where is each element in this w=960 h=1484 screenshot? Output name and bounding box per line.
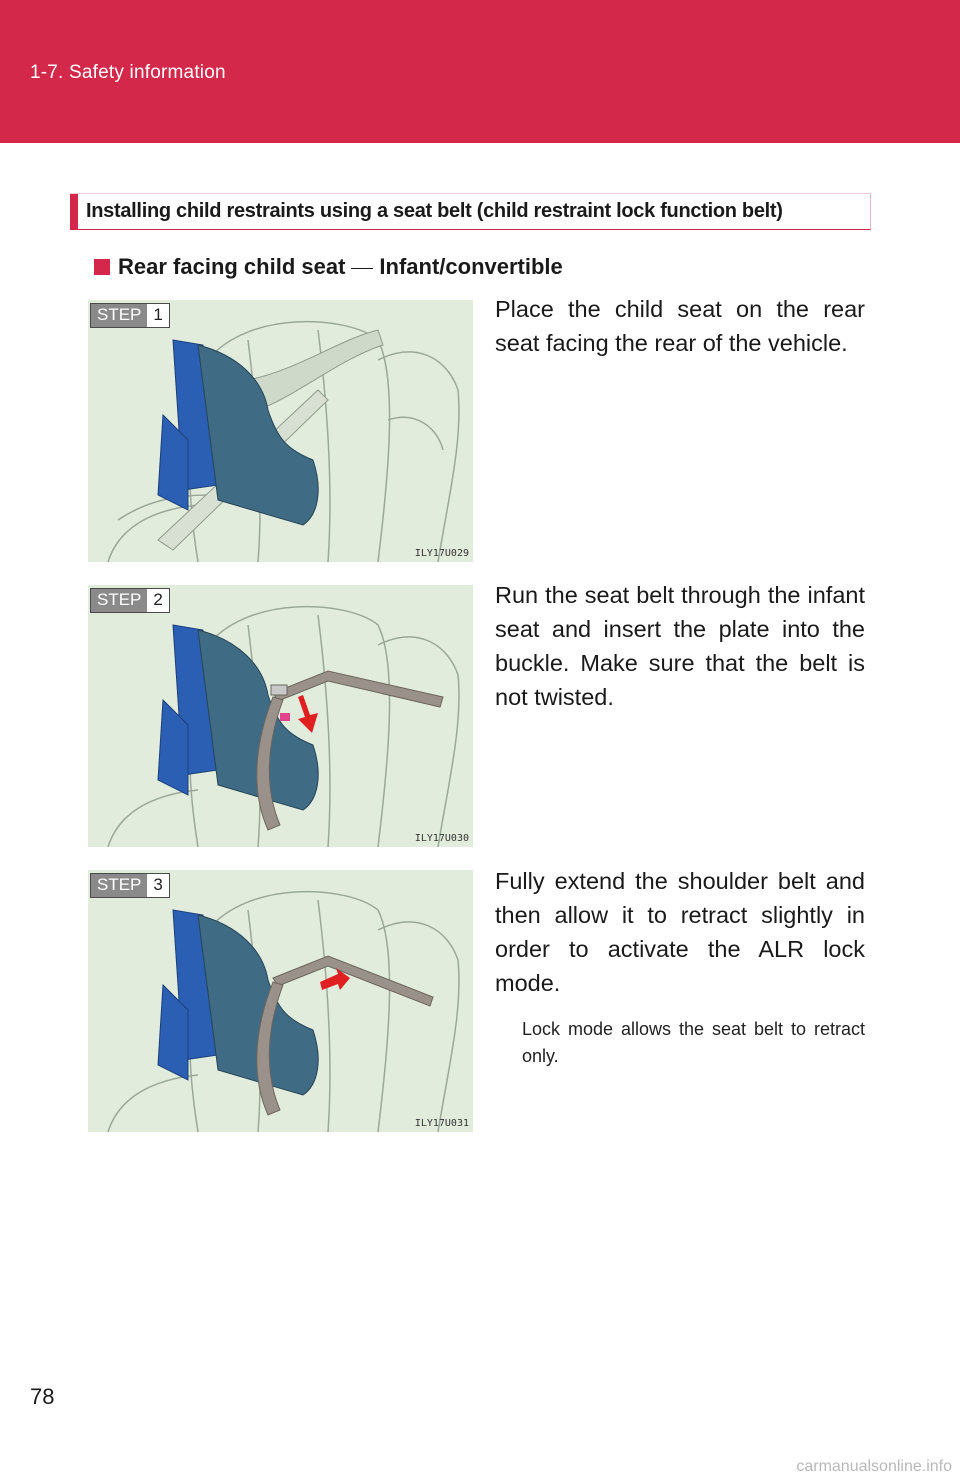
dash-separator <box>351 268 373 269</box>
child-seat <box>158 625 318 810</box>
step-3-illustration <box>88 870 473 1132</box>
subheading <box>94 254 563 280</box>
watermark: carmanualsonline.info <box>796 1458 952 1475</box>
step-2-text: Run the seat belt through the infant seat and insert the plate into the buckle. Make sure that the belt is not twisted. <box>495 582 865 710</box>
topic-accent-bar <box>70 194 78 229</box>
section-title: 1-7. Safety information <box>30 62 226 83</box>
page-number: 78 <box>30 1384 55 1409</box>
step-1-text: Place the child seat on the rear seat facing the rear of the vehicle. <box>495 296 865 356</box>
step-3-number: 3 <box>153 875 163 894</box>
topic-box <box>70 193 871 230</box>
arrow-icon <box>298 695 318 733</box>
page-header <box>0 0 960 143</box>
child-seat <box>158 910 318 1095</box>
step-1-label: STEP <box>91 304 147 327</box>
step-3-badge <box>90 873 170 898</box>
step-2-number: 2 <box>153 590 163 609</box>
subheading-part2: Infant/convertible <box>379 254 563 279</box>
step-2-image-code: ILY17U030 <box>414 833 469 844</box>
step-3-text: Fully extend the shoulder belt and then allow it to retract slightly in order to activate the ALR lock mode. <box>495 868 865 996</box>
subheading-part1: Rear facing child seat <box>118 254 346 279</box>
topic-title: Installing child restraints using a seat belt (child restraint lock function belt) <box>86 200 783 222</box>
square-bullet-icon <box>94 259 110 275</box>
step-3-note: Lock mode allows the seat belt to retract only. <box>522 1019 865 1066</box>
step-2-label: STEP <box>91 589 147 612</box>
step-1-number: 1 <box>153 305 163 324</box>
step-3-label: STEP <box>91 874 147 897</box>
step-1-illustration <box>88 300 473 562</box>
step-1-badge <box>90 303 170 328</box>
step-2-badge <box>90 588 170 613</box>
buckle-marker <box>280 713 290 721</box>
step-2-illustration <box>88 585 473 847</box>
step-3-image-code: ILY17U031 <box>414 1118 469 1129</box>
step-1-image-code: ILY17U029 <box>414 548 469 559</box>
